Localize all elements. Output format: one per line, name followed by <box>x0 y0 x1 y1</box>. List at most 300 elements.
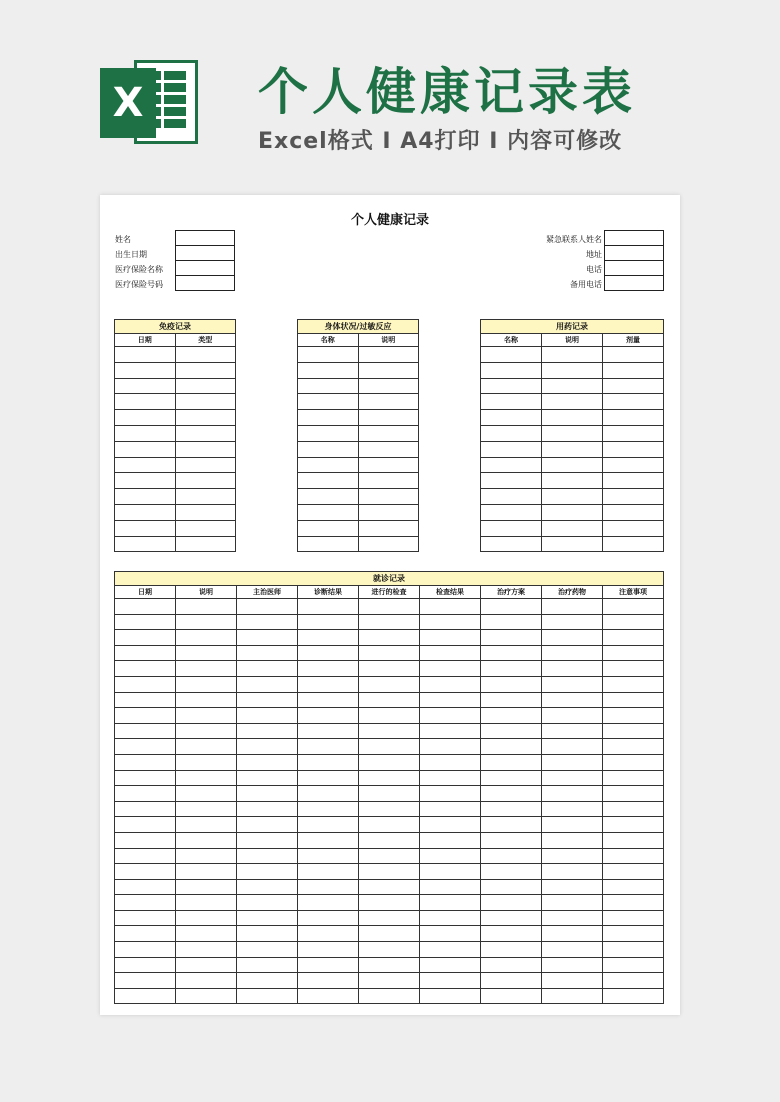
table-cell[interactable] <box>481 864 542 880</box>
table-cell[interactable] <box>603 786 664 802</box>
table-cell[interactable] <box>542 832 603 848</box>
table-cell[interactable] <box>603 692 664 708</box>
table-cell[interactable] <box>481 879 542 895</box>
table-cell[interactable] <box>481 708 542 724</box>
table-cell[interactable] <box>175 536 236 552</box>
table-cell[interactable] <box>420 864 481 880</box>
table-cell[interactable] <box>176 942 237 958</box>
table-cell[interactable] <box>358 536 419 552</box>
table-cell[interactable] <box>603 425 664 441</box>
table-cell[interactable] <box>420 848 481 864</box>
table-cell[interactable] <box>542 973 603 989</box>
table-cell[interactable] <box>298 770 359 786</box>
table-cell[interactable] <box>358 378 419 394</box>
table-cell[interactable] <box>359 739 420 755</box>
table-cell[interactable] <box>481 362 542 378</box>
table-cell[interactable] <box>237 973 298 989</box>
table-cell[interactable] <box>115 599 176 615</box>
table-cell[interactable] <box>542 457 603 473</box>
table-cell[interactable] <box>176 754 237 770</box>
table-cell[interactable] <box>542 942 603 958</box>
table-cell[interactable] <box>237 723 298 739</box>
table-cell[interactable] <box>298 723 359 739</box>
address-field[interactable] <box>604 246 664 261</box>
table-cell[interactable] <box>115 801 176 817</box>
table-cell[interactable] <box>115 754 176 770</box>
table-cell[interactable] <box>115 988 176 1004</box>
table-cell[interactable] <box>603 910 664 926</box>
table-cell[interactable] <box>115 441 176 457</box>
table-cell[interactable] <box>542 614 603 630</box>
table-cell[interactable] <box>542 599 603 615</box>
table-cell[interactable] <box>481 832 542 848</box>
insurance-number-field[interactable] <box>175 276 235 291</box>
table-cell[interactable] <box>298 692 359 708</box>
table-cell[interactable] <box>542 895 603 911</box>
table-cell[interactable] <box>542 504 603 520</box>
table-cell[interactable] <box>542 723 603 739</box>
table-cell[interactable] <box>359 786 420 802</box>
table-cell[interactable] <box>481 347 542 363</box>
table-cell[interactable] <box>542 957 603 973</box>
table-cell[interactable] <box>603 957 664 973</box>
table-cell[interactable] <box>542 879 603 895</box>
table-cell[interactable] <box>115 394 176 410</box>
table-cell[interactable] <box>298 973 359 989</box>
table-cell[interactable] <box>176 723 237 739</box>
table-cell[interactable] <box>420 645 481 661</box>
table-cell[interactable] <box>420 599 481 615</box>
table-cell[interactable] <box>542 801 603 817</box>
table-cell[interactable] <box>176 708 237 724</box>
table-cell[interactable] <box>542 630 603 646</box>
table-cell[interactable] <box>420 879 481 895</box>
table-cell[interactable] <box>298 520 359 536</box>
table-cell[interactable] <box>603 504 664 520</box>
table-cell[interactable] <box>359 895 420 911</box>
table-cell[interactable] <box>603 942 664 958</box>
table-cell[interactable] <box>481 801 542 817</box>
table-cell[interactable] <box>603 848 664 864</box>
table-cell[interactable] <box>603 473 664 489</box>
table-cell[interactable] <box>237 692 298 708</box>
table-cell[interactable] <box>603 739 664 755</box>
table-cell[interactable] <box>176 630 237 646</box>
table-cell[interactable] <box>542 708 603 724</box>
table-cell[interactable] <box>237 801 298 817</box>
table-cell[interactable] <box>298 425 359 441</box>
table-cell[interactable] <box>115 832 176 848</box>
table-cell[interactable] <box>420 770 481 786</box>
table-cell[interactable] <box>481 692 542 708</box>
table-cell[interactable] <box>359 676 420 692</box>
table-cell[interactable] <box>176 879 237 895</box>
table-cell[interactable] <box>298 661 359 677</box>
table-cell[interactable] <box>175 378 236 394</box>
table-cell[interactable] <box>237 910 298 926</box>
table-cell[interactable] <box>603 661 664 677</box>
table-cell[interactable] <box>359 599 420 615</box>
table-cell[interactable] <box>115 378 176 394</box>
table-cell[interactable] <box>237 786 298 802</box>
table-cell[interactable] <box>115 410 176 426</box>
table-cell[interactable] <box>115 848 176 864</box>
table-cell[interactable] <box>420 988 481 1004</box>
table-cell[interactable] <box>115 630 176 646</box>
table-cell[interactable] <box>420 708 481 724</box>
table-cell[interactable] <box>420 786 481 802</box>
backup-phone-field[interactable] <box>604 276 664 291</box>
table-cell[interactable] <box>481 473 542 489</box>
table-cell[interactable] <box>358 441 419 457</box>
table-cell[interactable] <box>298 676 359 692</box>
table-cell[interactable] <box>298 864 359 880</box>
table-cell[interactable] <box>298 536 359 552</box>
table-cell[interactable] <box>603 770 664 786</box>
table-cell[interactable] <box>175 362 236 378</box>
table-cell[interactable] <box>603 457 664 473</box>
table-cell[interactable] <box>603 676 664 692</box>
table-cell[interactable] <box>420 957 481 973</box>
table-cell[interactable] <box>115 895 176 911</box>
table-cell[interactable] <box>237 864 298 880</box>
table-cell[interactable] <box>175 394 236 410</box>
table-cell[interactable] <box>603 801 664 817</box>
table-cell[interactable] <box>175 425 236 441</box>
table-cell[interactable] <box>542 848 603 864</box>
table-cell[interactable] <box>603 630 664 646</box>
table-cell[interactable] <box>542 378 603 394</box>
table-cell[interactable] <box>298 739 359 755</box>
table-cell[interactable] <box>298 347 359 363</box>
table-cell[interactable] <box>481 848 542 864</box>
table-cell[interactable] <box>420 614 481 630</box>
table-cell[interactable] <box>298 942 359 958</box>
table-cell[interactable] <box>298 599 359 615</box>
table-cell[interactable] <box>603 394 664 410</box>
table-cell[interactable] <box>603 520 664 536</box>
table-cell[interactable] <box>481 661 542 677</box>
table-cell[interactable] <box>298 988 359 1004</box>
table-cell[interactable] <box>420 817 481 833</box>
table-cell[interactable] <box>603 536 664 552</box>
table-cell[interactable] <box>481 786 542 802</box>
table-cell[interactable] <box>481 630 542 646</box>
table-cell[interactable] <box>603 362 664 378</box>
table-cell[interactable] <box>115 645 176 661</box>
table-cell[interactable] <box>359 754 420 770</box>
table-cell[interactable] <box>115 723 176 739</box>
table-cell[interactable] <box>481 457 542 473</box>
table-cell[interactable] <box>115 489 176 505</box>
table-cell[interactable] <box>542 347 603 363</box>
table-cell[interactable] <box>481 988 542 1004</box>
table-cell[interactable] <box>298 489 359 505</box>
table-cell[interactable] <box>115 926 176 942</box>
table-cell[interactable] <box>115 536 176 552</box>
table-cell[interactable] <box>481 394 542 410</box>
table-cell[interactable] <box>358 489 419 505</box>
table-cell[interactable] <box>420 739 481 755</box>
table-cell[interactable] <box>542 676 603 692</box>
table-cell[interactable] <box>115 817 176 833</box>
table-cell[interactable] <box>542 926 603 942</box>
table-cell[interactable] <box>237 599 298 615</box>
table-cell[interactable] <box>298 786 359 802</box>
table-cell[interactable] <box>358 473 419 489</box>
table-cell[interactable] <box>298 645 359 661</box>
table-cell[interactable] <box>603 832 664 848</box>
insurance-name-field[interactable] <box>175 261 235 276</box>
table-cell[interactable] <box>359 614 420 630</box>
table-cell[interactable] <box>237 645 298 661</box>
table-cell[interactable] <box>481 536 542 552</box>
table-cell[interactable] <box>481 739 542 755</box>
table-cell[interactable] <box>542 692 603 708</box>
table-cell[interactable] <box>358 425 419 441</box>
table-cell[interactable] <box>176 957 237 973</box>
table-cell[interactable] <box>603 723 664 739</box>
table-cell[interactable] <box>481 723 542 739</box>
table-cell[interactable] <box>115 520 176 536</box>
table-cell[interactable] <box>115 661 176 677</box>
table-cell[interactable] <box>542 786 603 802</box>
table-cell[interactable] <box>481 926 542 942</box>
table-cell[interactable] <box>481 645 542 661</box>
table-cell[interactable] <box>176 692 237 708</box>
table-cell[interactable] <box>176 895 237 911</box>
table-cell[interactable] <box>358 347 419 363</box>
table-cell[interactable] <box>481 957 542 973</box>
table-cell[interactable] <box>298 441 359 457</box>
name-field[interactable] <box>175 231 235 246</box>
table-cell[interactable] <box>481 754 542 770</box>
table-cell[interactable] <box>298 410 359 426</box>
table-cell[interactable] <box>298 362 359 378</box>
table-cell[interactable] <box>359 942 420 958</box>
table-cell[interactable] <box>298 378 359 394</box>
table-cell[interactable] <box>603 864 664 880</box>
table-cell[interactable] <box>358 504 419 520</box>
table-cell[interactable] <box>359 692 420 708</box>
table-cell[interactable] <box>481 441 542 457</box>
table-cell[interactable] <box>603 926 664 942</box>
table-cell[interactable] <box>176 848 237 864</box>
table-cell[interactable] <box>115 614 176 630</box>
table-cell[interactable] <box>115 457 176 473</box>
table-cell[interactable] <box>359 630 420 646</box>
table-cell[interactable] <box>603 599 664 615</box>
table-cell[interactable] <box>603 489 664 505</box>
table-cell[interactable] <box>176 910 237 926</box>
table-cell[interactable] <box>542 489 603 505</box>
table-cell[interactable] <box>542 754 603 770</box>
table-cell[interactable] <box>481 942 542 958</box>
table-cell[interactable] <box>603 645 664 661</box>
table-cell[interactable] <box>298 457 359 473</box>
table-cell[interactable] <box>358 362 419 378</box>
table-cell[interactable] <box>176 786 237 802</box>
table-cell[interactable] <box>237 957 298 973</box>
table-cell[interactable] <box>420 692 481 708</box>
table-cell[interactable] <box>115 879 176 895</box>
table-cell[interactable] <box>175 441 236 457</box>
table-cell[interactable] <box>359 879 420 895</box>
table-cell[interactable] <box>176 817 237 833</box>
table-cell[interactable] <box>298 614 359 630</box>
table-cell[interactable] <box>359 973 420 989</box>
table-cell[interactable] <box>176 645 237 661</box>
table-cell[interactable] <box>175 457 236 473</box>
table-cell[interactable] <box>481 520 542 536</box>
table-cell[interactable] <box>176 614 237 630</box>
birthdate-field[interactable] <box>175 246 235 261</box>
table-cell[interactable] <box>237 988 298 1004</box>
table-cell[interactable] <box>115 942 176 958</box>
table-cell[interactable] <box>542 425 603 441</box>
table-cell[interactable] <box>237 614 298 630</box>
table-cell[interactable] <box>603 410 664 426</box>
table-cell[interactable] <box>420 942 481 958</box>
table-cell[interactable] <box>237 770 298 786</box>
emergency-contact-field[interactable] <box>604 231 664 246</box>
table-cell[interactable] <box>359 926 420 942</box>
table-cell[interactable] <box>175 504 236 520</box>
table-cell[interactable] <box>358 457 419 473</box>
table-cell[interactable] <box>603 708 664 724</box>
table-cell[interactable] <box>176 926 237 942</box>
table-cell[interactable] <box>420 676 481 692</box>
table-cell[interactable] <box>603 441 664 457</box>
phone-field[interactable] <box>604 261 664 276</box>
table-cell[interactable] <box>359 708 420 724</box>
table-cell[interactable] <box>420 754 481 770</box>
table-cell[interactable] <box>358 520 419 536</box>
table-cell[interactable] <box>298 801 359 817</box>
table-cell[interactable] <box>176 661 237 677</box>
table-cell[interactable] <box>176 770 237 786</box>
table-cell[interactable] <box>603 614 664 630</box>
table-cell[interactable] <box>420 630 481 646</box>
table-cell[interactable] <box>237 676 298 692</box>
table-cell[interactable] <box>481 614 542 630</box>
table-cell[interactable] <box>420 895 481 911</box>
table-cell[interactable] <box>420 910 481 926</box>
table-cell[interactable] <box>298 473 359 489</box>
table-cell[interactable] <box>603 895 664 911</box>
table-cell[interactable] <box>420 661 481 677</box>
table-cell[interactable] <box>237 661 298 677</box>
table-cell[interactable] <box>542 817 603 833</box>
table-cell[interactable] <box>542 394 603 410</box>
table-cell[interactable] <box>420 723 481 739</box>
table-cell[interactable] <box>542 864 603 880</box>
table-cell[interactable] <box>420 973 481 989</box>
table-cell[interactable] <box>359 910 420 926</box>
table-cell[interactable] <box>420 832 481 848</box>
table-cell[interactable] <box>603 973 664 989</box>
table-cell[interactable] <box>237 926 298 942</box>
table-cell[interactable] <box>481 410 542 426</box>
table-cell[interactable] <box>481 425 542 441</box>
table-cell[interactable] <box>298 832 359 848</box>
table-cell[interactable] <box>542 473 603 489</box>
table-cell[interactable] <box>481 910 542 926</box>
table-cell[interactable] <box>359 848 420 864</box>
table-cell[interactable] <box>359 864 420 880</box>
table-cell[interactable] <box>176 739 237 755</box>
table-cell[interactable] <box>237 879 298 895</box>
table-cell[interactable] <box>359 817 420 833</box>
table-cell[interactable] <box>298 926 359 942</box>
table-cell[interactable] <box>115 973 176 989</box>
table-cell[interactable] <box>298 848 359 864</box>
table-cell[interactable] <box>359 801 420 817</box>
table-cell[interactable] <box>115 676 176 692</box>
table-cell[interactable] <box>176 988 237 1004</box>
table-cell[interactable] <box>237 848 298 864</box>
table-cell[interactable] <box>603 879 664 895</box>
table-cell[interactable] <box>115 692 176 708</box>
table-cell[interactable] <box>358 394 419 410</box>
table-cell[interactable] <box>175 347 236 363</box>
table-cell[interactable] <box>115 708 176 724</box>
table-cell[interactable] <box>237 754 298 770</box>
table-cell[interactable] <box>298 895 359 911</box>
table-cell[interactable] <box>176 864 237 880</box>
table-cell[interactable] <box>115 347 176 363</box>
table-cell[interactable] <box>359 661 420 677</box>
table-cell[interactable] <box>542 988 603 1004</box>
table-cell[interactable] <box>603 988 664 1004</box>
table-cell[interactable] <box>603 378 664 394</box>
table-cell[interactable] <box>176 832 237 848</box>
table-cell[interactable] <box>542 661 603 677</box>
table-cell[interactable] <box>176 801 237 817</box>
table-cell[interactable] <box>115 473 176 489</box>
table-cell[interactable] <box>359 645 420 661</box>
table-cell[interactable] <box>298 754 359 770</box>
table-cell[interactable] <box>176 973 237 989</box>
table-cell[interactable] <box>420 801 481 817</box>
table-cell[interactable] <box>481 817 542 833</box>
table-cell[interactable] <box>237 895 298 911</box>
table-cell[interactable] <box>542 410 603 426</box>
table-cell[interactable] <box>542 739 603 755</box>
table-cell[interactable] <box>298 910 359 926</box>
table-cell[interactable] <box>115 786 176 802</box>
table-cell[interactable] <box>237 708 298 724</box>
table-cell[interactable] <box>481 599 542 615</box>
table-cell[interactable] <box>542 362 603 378</box>
table-cell[interactable] <box>175 410 236 426</box>
table-cell[interactable] <box>237 942 298 958</box>
table-cell[interactable] <box>115 864 176 880</box>
table-cell[interactable] <box>237 817 298 833</box>
table-cell[interactable] <box>115 957 176 973</box>
table-cell[interactable] <box>603 754 664 770</box>
table-cell[interactable] <box>542 536 603 552</box>
table-cell[interactable] <box>237 739 298 755</box>
table-cell[interactable] <box>481 378 542 394</box>
table-cell[interactable] <box>542 910 603 926</box>
table-cell[interactable] <box>175 489 236 505</box>
table-cell[interactable] <box>175 520 236 536</box>
table-cell[interactable] <box>298 708 359 724</box>
table-cell[interactable] <box>298 957 359 973</box>
table-cell[interactable] <box>298 817 359 833</box>
table-cell[interactable] <box>603 817 664 833</box>
